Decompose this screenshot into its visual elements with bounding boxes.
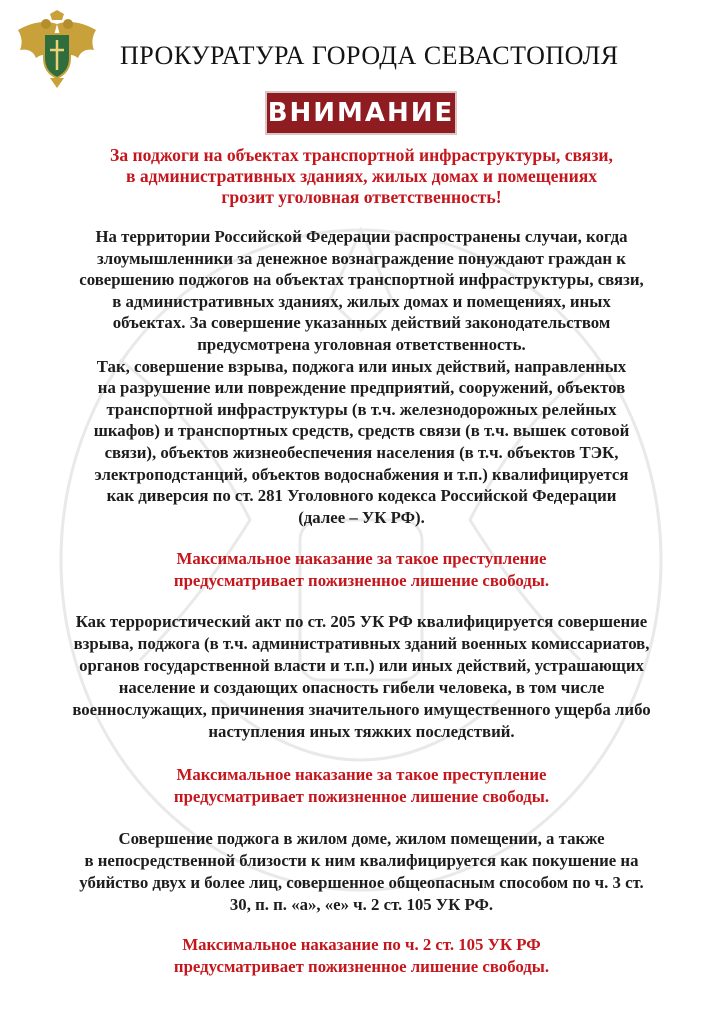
section-arson-penalty: Максимальное наказание по ч. 2 ст. 105 УК РФ предусматривает пожизненное лишение свободы. — [173, 935, 550, 976]
attention-banner: ВНИМАНИЕ — [267, 93, 455, 133]
header — [0, 0, 723, 90]
section-terrorism-text: Как террористический акт по ст. 205 УК РФ квалифицируется совершение взрыва, поджога (в т.ч. административных зданий военных комиссариатов, органов государственной власти и т.п.) или иных действий, устрашающих население и создающих опасность гибели человека, в том числе военнослужащих, причинения значительного имущественного ущерба либо наступления иных тяжких последствий. — [72, 612, 651, 742]
section-sabotage-penalty: Максимальное наказание за такое преступление предусматривает пожизненное лишение свободы. — [173, 549, 550, 590]
section-sabotage-text: На территории Российской Федерации распространены случаи, когда злоумышленники за денежное вознаграждение понуждают граждан к совершению поджогов на объектах транспортной инфраструктуры, связи, в административных зданиях, жилых домах и помещениях, иных объектах. За совершение указанных действий законодательством предусмотрена уголовная ответственность. Так, совершение взрыва, поджога или иных действий, направленных на разрушение или повреждение предприятий, сооружений, объектов транспортной инфраструктуры (в т.ч. железнодорожных релейных шкафов) и транспортных средств, средств связи (в т.ч. вышек сотовой связи), объектов жизнеобеспечения населения (в т.ч. объектов ТЭК, электроподстанций, объектов водоснабжения и т.п.) квалифицируется как диверсия по ст. 281 Уголовного кодекса Российской Федерации (далее – УК РФ). — [79, 227, 644, 527]
notice-content — [0, 145, 723, 977]
section-terrorism-penalty: Максимальное наказание за такое преступление предусматривает пожизненное лишение свободы. — [173, 765, 550, 806]
organization-title: ПРОКУРАТУРА ГОРОДА СЕВАСТОПОЛЯ — [120, 41, 619, 70]
double-headed-eagle-emblem-icon — [14, 10, 100, 88]
lead-warning: За поджоги на объектах транспортной инфраструктуры, связи, в административных зданиях, жилых домах и помещениях грозит уголовная ответственность! — [110, 145, 613, 207]
section-arson-text: Совершение поджога в жилом доме, жилом помещении, а также в непосредственной близости к ним квалифицируется как покушение на убийство двух и более лиц, совершенное общеопасным способом по ч. 3 ст. 30, п. п. «а», «е» ч. 2 ст. 105 УК РФ. — [79, 829, 644, 915]
